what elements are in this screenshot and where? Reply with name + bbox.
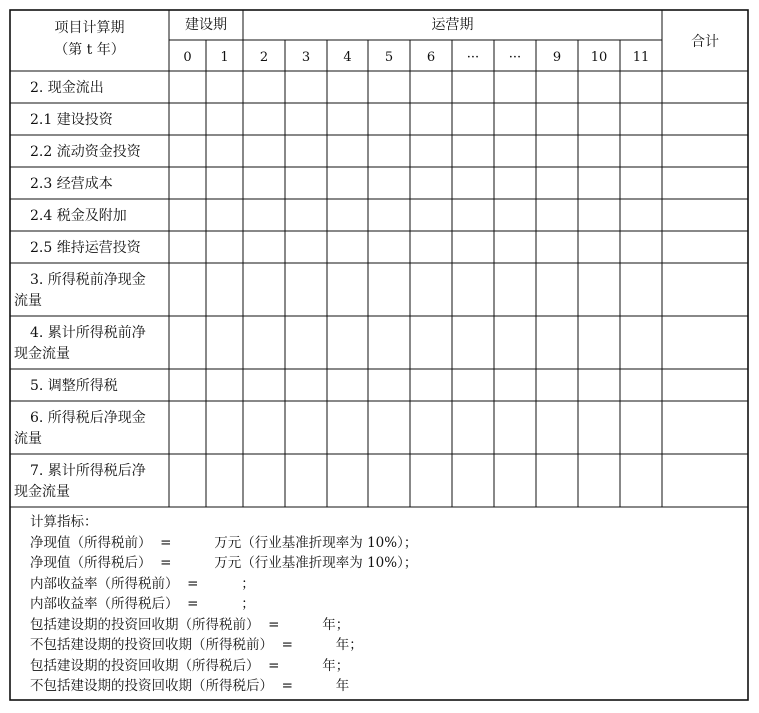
row-label: 现金流量	[14, 484, 70, 500]
row-label: 2.5 维持运营投资	[30, 240, 141, 256]
calculation-indicators	[30, 512, 730, 697]
indicator-line: 不包括建设期的投资回收期（所得税后） = 年	[30, 678, 350, 694]
row-label: 2.3 经营成本	[30, 176, 113, 192]
operation-period-header: 运营期	[431, 17, 474, 33]
row-label: 4. 累计所得税前净	[30, 325, 146, 341]
year-header: ···	[466, 50, 480, 65]
total-header: 合计	[691, 34, 719, 50]
row-label: 3. 所得税前净现金	[30, 272, 146, 288]
year-header: 1	[220, 50, 229, 65]
row-label: 流量	[14, 431, 42, 447]
year-header: 4	[343, 50, 352, 65]
row-label: 7. 累计所得税后净	[30, 463, 146, 479]
indicators-title: 计算指标：	[30, 514, 98, 530]
row-label: 2.1 建设投资	[30, 112, 113, 128]
period-label-year: （第 t 年）	[54, 42, 125, 58]
indicator-line: 包括建设期的投资回收期（所得税后） = 年；	[30, 657, 350, 674]
row-label: 现金流量	[14, 346, 70, 362]
year-header: 0	[183, 50, 192, 65]
indicator-line: 净现值（所得税前） = 万元（行业基准折现率为 10%）；	[30, 534, 418, 551]
year-header: 6	[426, 50, 436, 65]
year-header: 3	[301, 50, 311, 65]
indicator-line: 净现值（所得税后） = 万元（行业基准折现率为 10%）；	[30, 555, 418, 571]
indicator-line: 包括建设期的投资回收期（所得税前） = 年；	[30, 616, 350, 633]
year-header: 11	[632, 50, 650, 65]
row-label: 2. 现金流出	[30, 80, 104, 96]
row-label: 5. 调整所得税	[30, 378, 118, 394]
row-label: 2.4 税金及附加	[30, 208, 127, 224]
row-label: 6. 所得税后净现金	[30, 410, 146, 426]
row-label: 2.2 流动资金投资	[30, 144, 141, 160]
year-header: 10	[590, 50, 608, 65]
year-header: 5	[384, 50, 394, 65]
year-header: 9	[552, 50, 562, 65]
construction-period-header: 建设期	[185, 17, 227, 33]
year-header: ···	[508, 50, 522, 65]
row-label: 流量	[14, 293, 42, 309]
indicator-line: 不包括建设期的投资回收期（所得税前） = 年；	[30, 637, 363, 653]
year-header: 2	[259, 50, 269, 65]
indicator-line: 内部收益率（所得税后） = ；	[30, 596, 255, 612]
indicator-line: 内部收益率（所得税前） = ；	[30, 575, 255, 592]
period-label: 项目计算期	[54, 20, 125, 36]
